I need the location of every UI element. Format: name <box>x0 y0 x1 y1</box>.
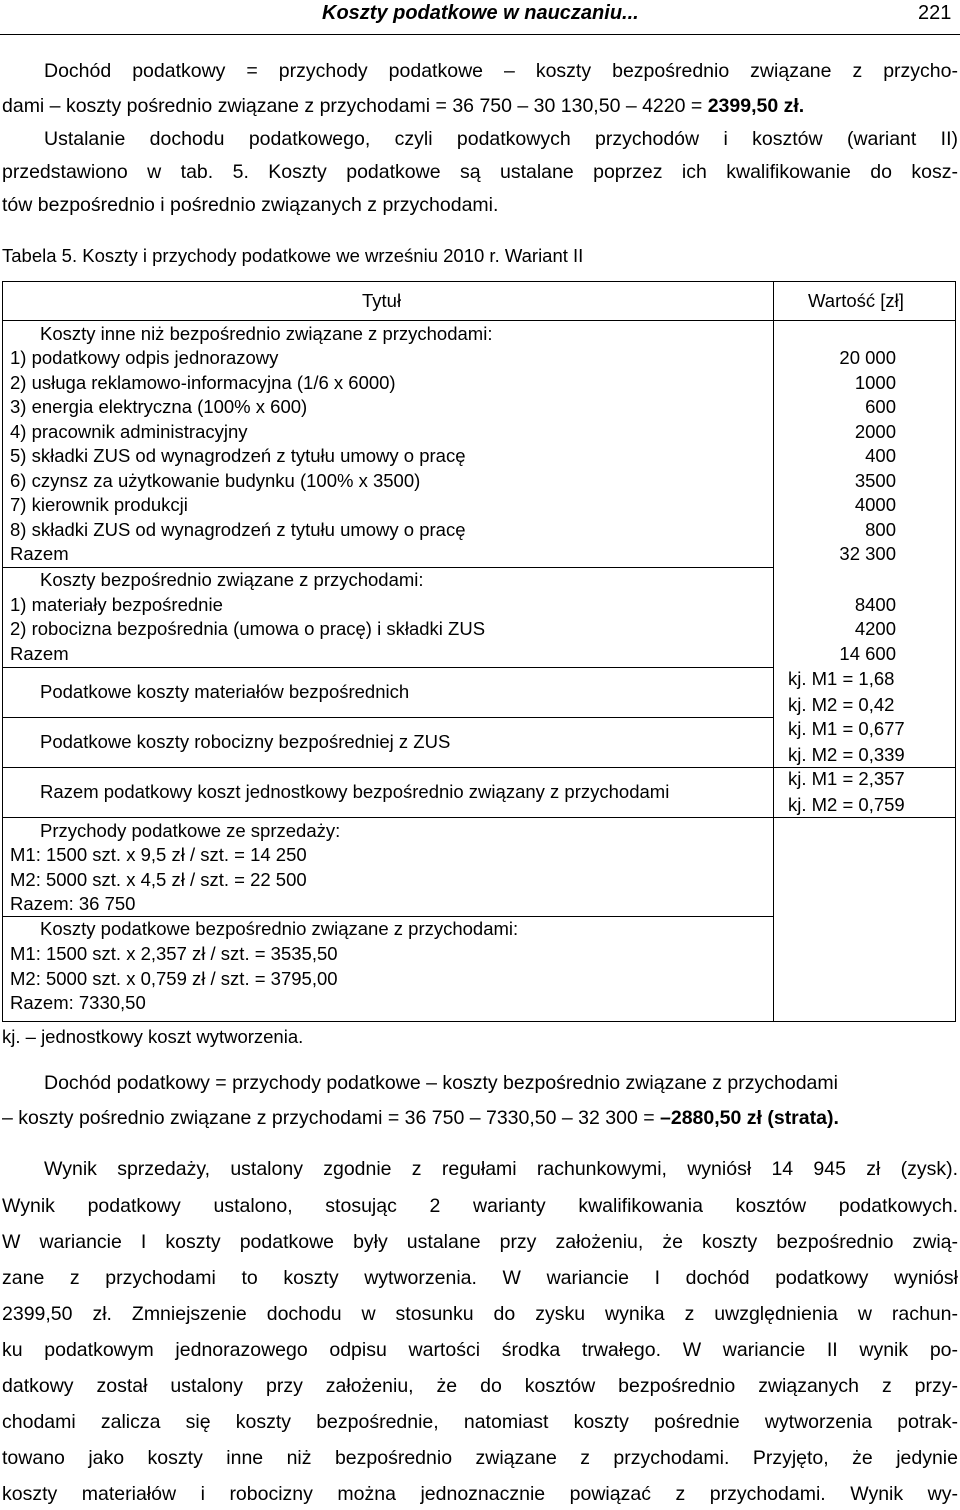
summary-line: zane z przychodami to koszty wytworzenia. W wariancie I dochód podatkowy wyniósł <box>2 1267 958 1289</box>
table-row-value: 1000 <box>854 372 896 393</box>
table-row-label: Razem <box>10 543 69 564</box>
table-header-rule <box>2 320 956 321</box>
table-row-value: 600 <box>865 396 896 417</box>
table-row-label: 6) czynsz za użytkowanie budynku (100% x 3500) <box>10 470 421 491</box>
table-caption: Tabela 5. Koszty i przychody podatkowe we wrześniu 2010 r. Wariant II <box>2 245 584 266</box>
table-section-rule <box>2 567 773 568</box>
table-row-label: 5) składki ZUS od wynagrodzeń z tytułu umowy o pracę <box>10 445 466 466</box>
indirect-costs-heading: Koszty inne niż bezpośrednio związane z przychodami: <box>40 323 493 344</box>
table-row-value: 400 <box>865 445 896 466</box>
table-section-rule <box>2 817 956 818</box>
column-header-value: Wartość [zł] <box>808 290 904 311</box>
summary-line: ku podatkowym jednorazowego odpisu wartości środka trwałego. W wariancie II wynik po- <box>2 1339 958 1361</box>
table-footnote: kj. – jednostkowy koszt wytworzenia. <box>2 1026 304 1047</box>
unit-cost-m1: kj. M1 = 2,357 <box>788 768 905 789</box>
unit-cost-m2: kj. M2 = 0,42 <box>788 694 895 715</box>
table-row-value: 14 600 <box>839 643 896 664</box>
table-section-rule <box>2 717 773 718</box>
table-row-label: 8) składki ZUS od wynagrodzeń z tytułu umowy o pracę <box>10 519 466 540</box>
direct-tax-cost-m1: M1: 1500 szt. x 2,357 zł / szt. = 3535,50 <box>10 943 338 964</box>
direct-tax-cost-m2: M2: 5000 szt. x 0,759 zł / szt. = 3795,00 <box>10 968 338 989</box>
table-row-label: 7) kierownik produkcji <box>10 494 188 515</box>
revenue-m2: M2: 5000 szt. x 4,5 zł / szt. = 22 500 <box>10 869 307 890</box>
table-row-label: 1) materiały bezpośrednie <box>10 594 223 615</box>
table-row-value: 4000 <box>854 494 896 515</box>
unit-cost-label: Podatkowe koszty robocizny bezpośredniej z ZUS <box>40 731 451 752</box>
direct-tax-cost-total: Razem: 7330,50 <box>10 992 146 1013</box>
table-row-value: 2000 <box>854 421 896 442</box>
summary-line: 2399,50 zł. Zmniejszenie dochodu w stosunku do zysku wynika z uwzględnienia w rachun- <box>2 1303 958 1325</box>
intro-line-1: Dochód podatkowy = przychody podatkowe – koszty bezpośrednio związane z przycho- <box>44 60 958 82</box>
direct-costs-heading: Koszty bezpośrednio związane z przychodami: <box>40 569 424 590</box>
table-row-value: 32 300 <box>839 543 896 564</box>
page-number: 221 <box>918 2 952 24</box>
intro-line-2-result: 2399,50 zł. <box>707 95 805 117</box>
intro-line-3: Ustalanie dochodu podatkowego, czyli podatkowych przychodów i kosztów (wariant II) <box>44 128 958 150</box>
result-line-2 <box>2 1109 839 1129</box>
unit-cost-m1: kj. M1 = 0,677 <box>788 718 905 739</box>
result-line-2-result: –2880,50 zł (strata). <box>660 1107 839 1129</box>
intro-line-4: przedstawiono w tab. 5. Koszty podatkowe są ustalane poprzez ich kwalifikowanie do kosz- <box>2 161 958 183</box>
column-header-title: Tytuł <box>362 290 402 311</box>
table-row-label: 1) podatkowy odpis jednorazowy <box>10 347 279 368</box>
result-line-1: Dochód podatkowy = przychody podatkowe – koszty bezpośrednio związane z przychodami <box>44 1072 838 1094</box>
running-header <box>0 0 960 35</box>
table-row-label: 2) usługa reklamowo-informacyjna (1/6 x 6000) <box>10 372 396 393</box>
unit-cost-m2: kj. M2 = 0,339 <box>788 744 905 765</box>
table-row-value: 8400 <box>854 594 896 615</box>
result-line-2-text: – koszty pośrednio związane z przychodami = 36 750 – 7330,50 – 32 300 = <box>2 1107 661 1129</box>
summary-line: Wynik sprzedaży, ustalony zgodnie z regułami rachunkowymi, wyniósł 14 945 zł (zysk). <box>44 1158 958 1180</box>
table-row-value: 3500 <box>854 470 896 491</box>
intro-line-2-text: dami – koszty pośrednio związane z przychodami = 36 750 – 30 130,50 – 4220 = <box>2 95 708 117</box>
unit-cost-m2: kj. M2 = 0,759 <box>788 794 905 815</box>
table-row-value: 4200 <box>854 618 896 639</box>
revenue-m1: M1: 1500 szt. x 9,5 zł / szt. = 14 250 <box>10 844 307 865</box>
intro-line-5: tów bezpośrednio i pośrednio związanych z przychodami. <box>2 194 499 216</box>
unit-cost-m1: kj. M1 = 1,68 <box>788 668 895 689</box>
table-row-label: 2) robocizna bezpośrednia (umowa o pracę) i składki ZUS <box>10 618 486 639</box>
summary-line: Wynik podatkowy ustalono, stosując 2 warianty kwalifikowania kosztów podatkowych. <box>2 1195 958 1217</box>
table-row-label: Razem <box>10 643 69 664</box>
table-row-value: 20 000 <box>839 347 896 368</box>
summary-line: koszty materiałów i robocizny można jednoznacznie powiązać z przychodami. Wynik wy- <box>2 1483 958 1505</box>
unit-cost-label: Razem podatkowy koszt jednostkowy bezpośrednio związany z przychodami <box>40 781 670 802</box>
table-row-label: 4) pracownik administracyjny <box>10 421 248 442</box>
table-section-rule <box>2 916 773 917</box>
table-row-label: 3) energia elektryczna (100% x 600) <box>10 396 308 417</box>
intro-line-2 <box>2 97 804 117</box>
revenues-heading: Przychody podatkowe ze sprzedaży: <box>40 820 341 841</box>
summary-line: W wariancie I koszty podatkowe były ustalane przy założeniu, że koszty bezpośrednio zwią- <box>2 1231 958 1253</box>
table-row-value: 800 <box>865 519 896 540</box>
unit-cost-label: Podatkowe koszty materiałów bezpośrednich <box>40 681 410 702</box>
summary-line: datkowy został ustalony przy założeniu, że do kosztów bezpośrednio związanych z przy- <box>2 1375 958 1397</box>
revenue-total: Razem: 36 750 <box>10 893 136 914</box>
summary-line: chodami zalicza się koszty bezpośrednie, natomiast koszty pośrednie wytworzenia potrak- <box>2 1411 958 1433</box>
table-section-rule <box>2 667 773 668</box>
running-title: Koszty podatkowe w nauczaniu... <box>322 2 639 24</box>
summary-line: towano jako koszty inne niż bezpośrednio związane z przychodami. Przyjęto, że jedynie <box>2 1447 958 1469</box>
direct-tax-costs-heading: Koszty podatkowe bezpośrednio związane z przychodami: <box>40 918 519 939</box>
